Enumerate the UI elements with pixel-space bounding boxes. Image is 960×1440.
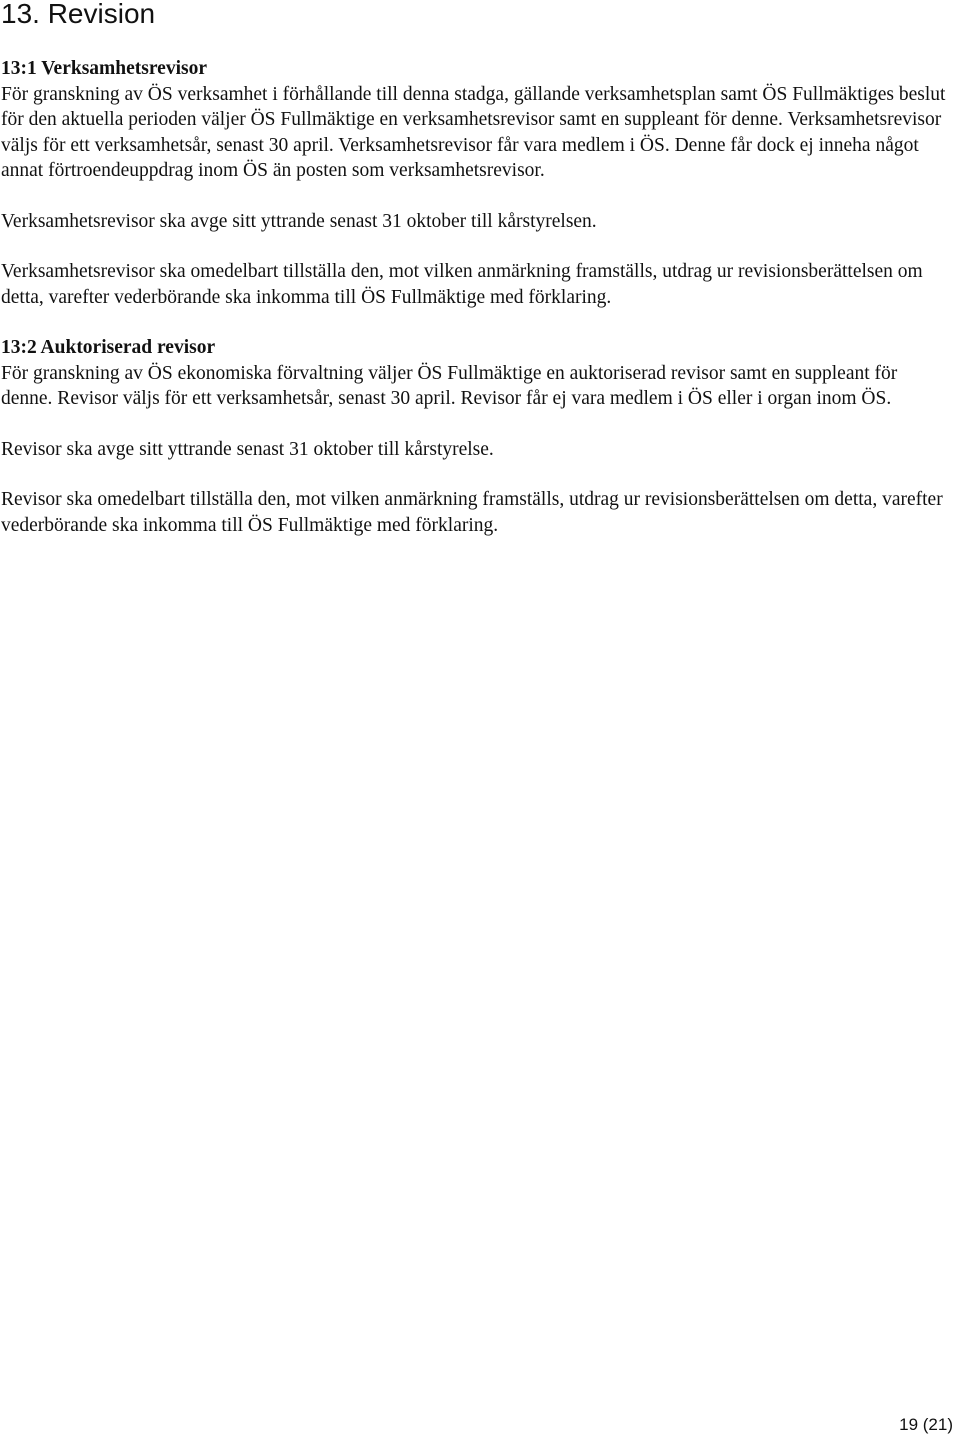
section-verksamhetsrevisor	[1, 56, 951, 310]
paragraph: Verksamhetsrevisor ska omedelbart tillställa den, mot vilken anmärkning framställs, utdrag ur revisionsberättelsen om detta, varefter vederbörande ska inkomma till ÖS Fullmäktige med förklaring.	[1, 261, 923, 308]
chapter-title: 13. Revision	[1, 0, 156, 29]
paragraph: Revisor ska omedelbart tillställa den, mot vilken anmärkning framställs, utdrag ur revisionsberättelsen om detta, varefter vederbörande ska inkomma till ÖS Fullmäktige med förklaring.	[1, 489, 943, 536]
section-auktoriserad-revisor	[1, 335, 951, 538]
page-number: 19 (21)	[899, 1415, 953, 1434]
paragraph: Revisor ska avge sitt yttrande senast 31 oktober till kårstyrelse.	[1, 438, 494, 460]
document-body	[1, 56, 951, 538]
paragraph: För granskning av ÖS ekonomiska förvaltning väljer ÖS Fullmäktige en auktoriserad revisor samt en suppleant för denne. Revisor väljs för ett verksamhetsår, senast 30 april. Revisor får ej vara medlem i ÖS eller i organ inom ÖS.	[1, 362, 898, 409]
section-heading: 13:2 Auktoriserad revisor	[1, 337, 216, 358]
section-heading: 13:1 Verksamhetsrevisor	[1, 58, 207, 79]
paragraph: Verksamhetsrevisor ska avge sitt yttrande senast 31 oktober till kårstyrelsen.	[1, 210, 597, 232]
paragraph: För granskning av ÖS verksamhet i förhållande till denna stadga, gällande verksamhetsplan samt ÖS Fullmäktiges beslut för den aktuella perioden väljer ÖS Fullmäktige en verksamhetsrevisor samt en suppleant för denne. Verksamhetsrevisor väljs för ett verksamhetsår, senast 30 april. Verksamhetsrevisor får vara medlem i ÖS. Denne får dock ej inneha något annat förtroendeuppdrag inom ÖS än posten som verksamhetsrevisor.	[1, 83, 946, 181]
